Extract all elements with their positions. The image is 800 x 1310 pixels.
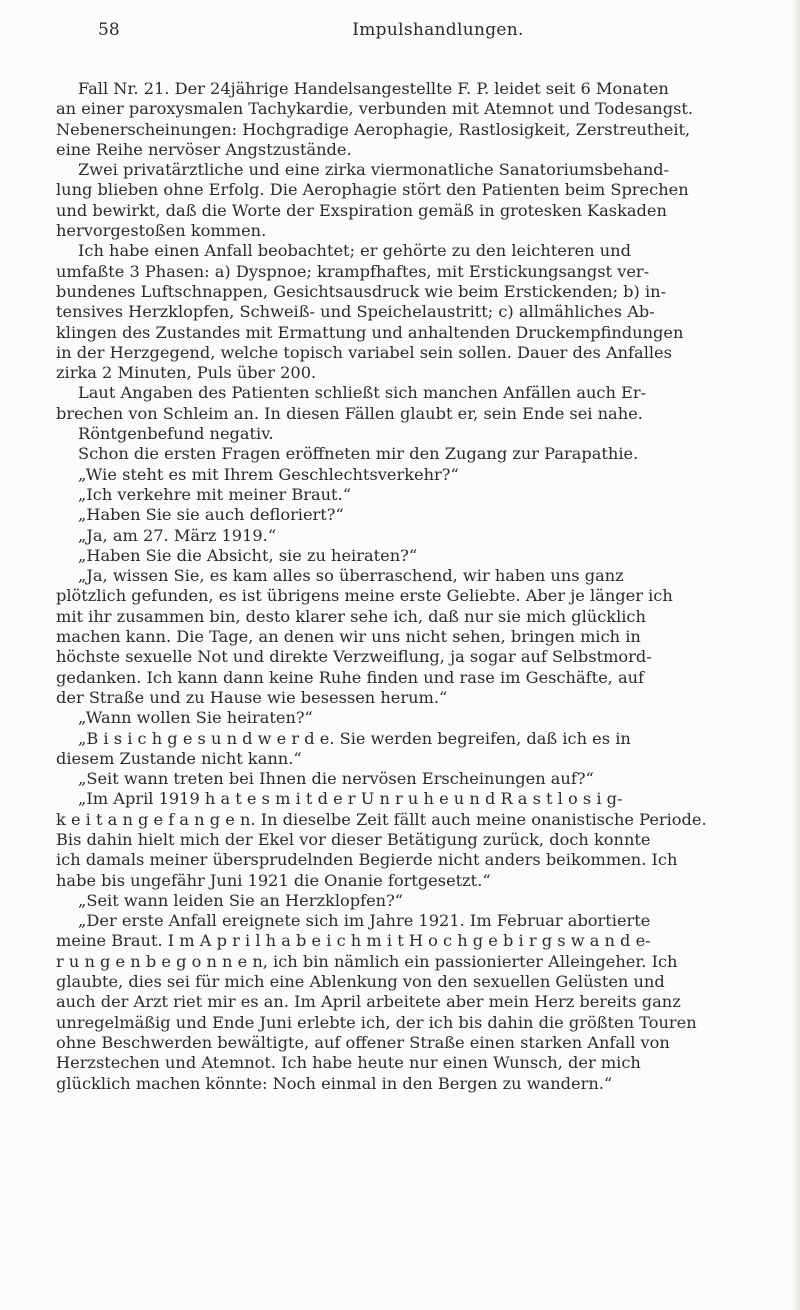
dialogue-question: „Wie steht es mit Ihrem Geschlechtsverkehr?“ [78, 464, 459, 484]
dialogue-answer: „Im April 1919 h a t e s m i t d e r U n r u h e u n d R a s t l o s i g- k e i t a n g e f a n g e n. In dieselbe Zeit fällt auch meine onanistische Periode. Bis dahin hielt mich der Ekel vor dieser Betätigung zurück, doch konnte ich damals meiner übersprudelnden Begierde nicht anders beikommen. Ich habe bis ungefähr Juni 1921 die Onanie fortgesetzt.“ [56, 789, 707, 890]
dialogue-question: „Seit wann treten bei Ihnen die nervösen Erscheinungen auf?“ [78, 769, 594, 789]
page-number: 58 [98, 20, 120, 40]
paragraph-treatment: Zwei privatärztliche und eine zirka viermonatliche Sanatoriumsbehand- lung blieben ohne Erfolg. Die Aerophagie stört den Patienten beim Sprechen und bewirkt, daß die Worte der Exspiration gemäß in grotesken Kaskaden hervorgestoßen kommen. [56, 160, 689, 241]
page-edge [792, 0, 800, 1310]
dialogue-question: „Haben Sie die Absicht, sie zu heiraten?“ [78, 545, 418, 565]
dialogue-answer: „Der erste Anfall ereignete sich im Jahre 1921. Im Februar abortierte meine Braut. I m A p r i l h a b e i c h m i t H o c h g e b i r g s w a n d e- r u n g e n b e g o n n e n, ich bin nämlich ein passionierter Alleingeher. Ich glaubte, dies sei für mich eine Ablenkung von den sexuellen Gelüsten und auch der Arzt riet mir es an. Im April arbeitete aber mein Herz bereits ganz unregelmäßig und Ende Juni erlebte ich, der ich bis dahin die größten Touren ohne Beschwerden bewältigte, auf offener Straße einen starken Anfall von Herzstechen und Atemnot. Ich habe heute nur einen Wunsch, der mich glücklich machen könnte: Noch einmal in den Bergen zu wandern.“ [56, 911, 697, 1093]
body-text [56, 79, 780, 1094]
dialogue-question: „Seit wann leiden Sie an Herzklopfen?“ [78, 890, 404, 910]
dialogue-answer: „Ja, wissen Sie, es kam alles so überraschend, wir haben uns ganz plötzlich gefunden, es ist übrigens meine erste Geliebte. Aber je länger ich mit ihr zusammen bin, desto klarer sehe ich, daß nur sie mich glücklich machen kann. Die Tage, an denen wir uns nicht sehen, bringen mich in höchste sexuelle Not und direkte Verzweiflung, ja sogar auf Selbstmord- gedanken. Ich kann dann keine Ruhe finden und rase im Geschäfte, auf der Straße und zu Hause wie besessen herum.“ [56, 566, 673, 707]
paragraph-vomiting: Laut Angaben des Patienten schließt sich manchen Anfällen auch Er- brechen von Schleim an. In diesen Fällen glaubt er, sein Ende sei nahe. [56, 383, 647, 423]
page-header [98, 16, 778, 44]
dialogue-answer: „Ich verkehre mit meiner Braut.“ [78, 484, 351, 504]
dialogue-question: „Wann wollen Sie heiraten?“ [78, 708, 313, 728]
paragraph-xray: Röntgenbefund negativ. [78, 424, 274, 444]
dialogue-question: „Haben Sie sie auch defloriert?“ [78, 505, 344, 525]
paragraph-case-intro: Fall Nr. 21. Der 24jährige Handelsangestellte F. P. leidet seit 6 Monaten an einer paroxysmalen Tachykardie, verbunden mit Atemnot und Todesangst. Nebenerscheinungen: Hochgradige Aerophagie, Rastlosigkeit, Zerstreutheit, eine Reihe nervöser Angstzustände. [56, 79, 694, 159]
dialogue-answer: „B i s i c h g e s u n d w e r d e. Sie werden begreifen, daß ich es in diesem Zustande nicht kann.“ [56, 728, 631, 768]
paragraph-attack-phases: Ich habe einen Anfall beobachtet; er gehörte zu den leichteren und umfaßte 3 Phasen: a) Dyspnoe; krampfhaftes, mit Erstickungsangst ver- bundenes Luftschnappen, Gesichtsausdruck wie beim Erstickenden; b) in- tensives Herzklopfen, Schweiß- und Speichelaustritt; c) allmähliches Ab- klingen des Zustandes mit Ermattung und anhaltenden Druckempfindungen in der Herzgegend, welche topisch variabel sein sollen. Dauer des Anfalles zirka 2 Minuten, Puls über 200. [56, 241, 684, 383]
dialogue-answer: „Ja, am 27. März 1919.“ [78, 525, 277, 545]
running-head: Impulshandlungen. [352, 20, 524, 40]
paragraph-first-questions: Schon die ersten Fragen eröffneten mir den Zugang zur Parapathie. [78, 444, 639, 464]
